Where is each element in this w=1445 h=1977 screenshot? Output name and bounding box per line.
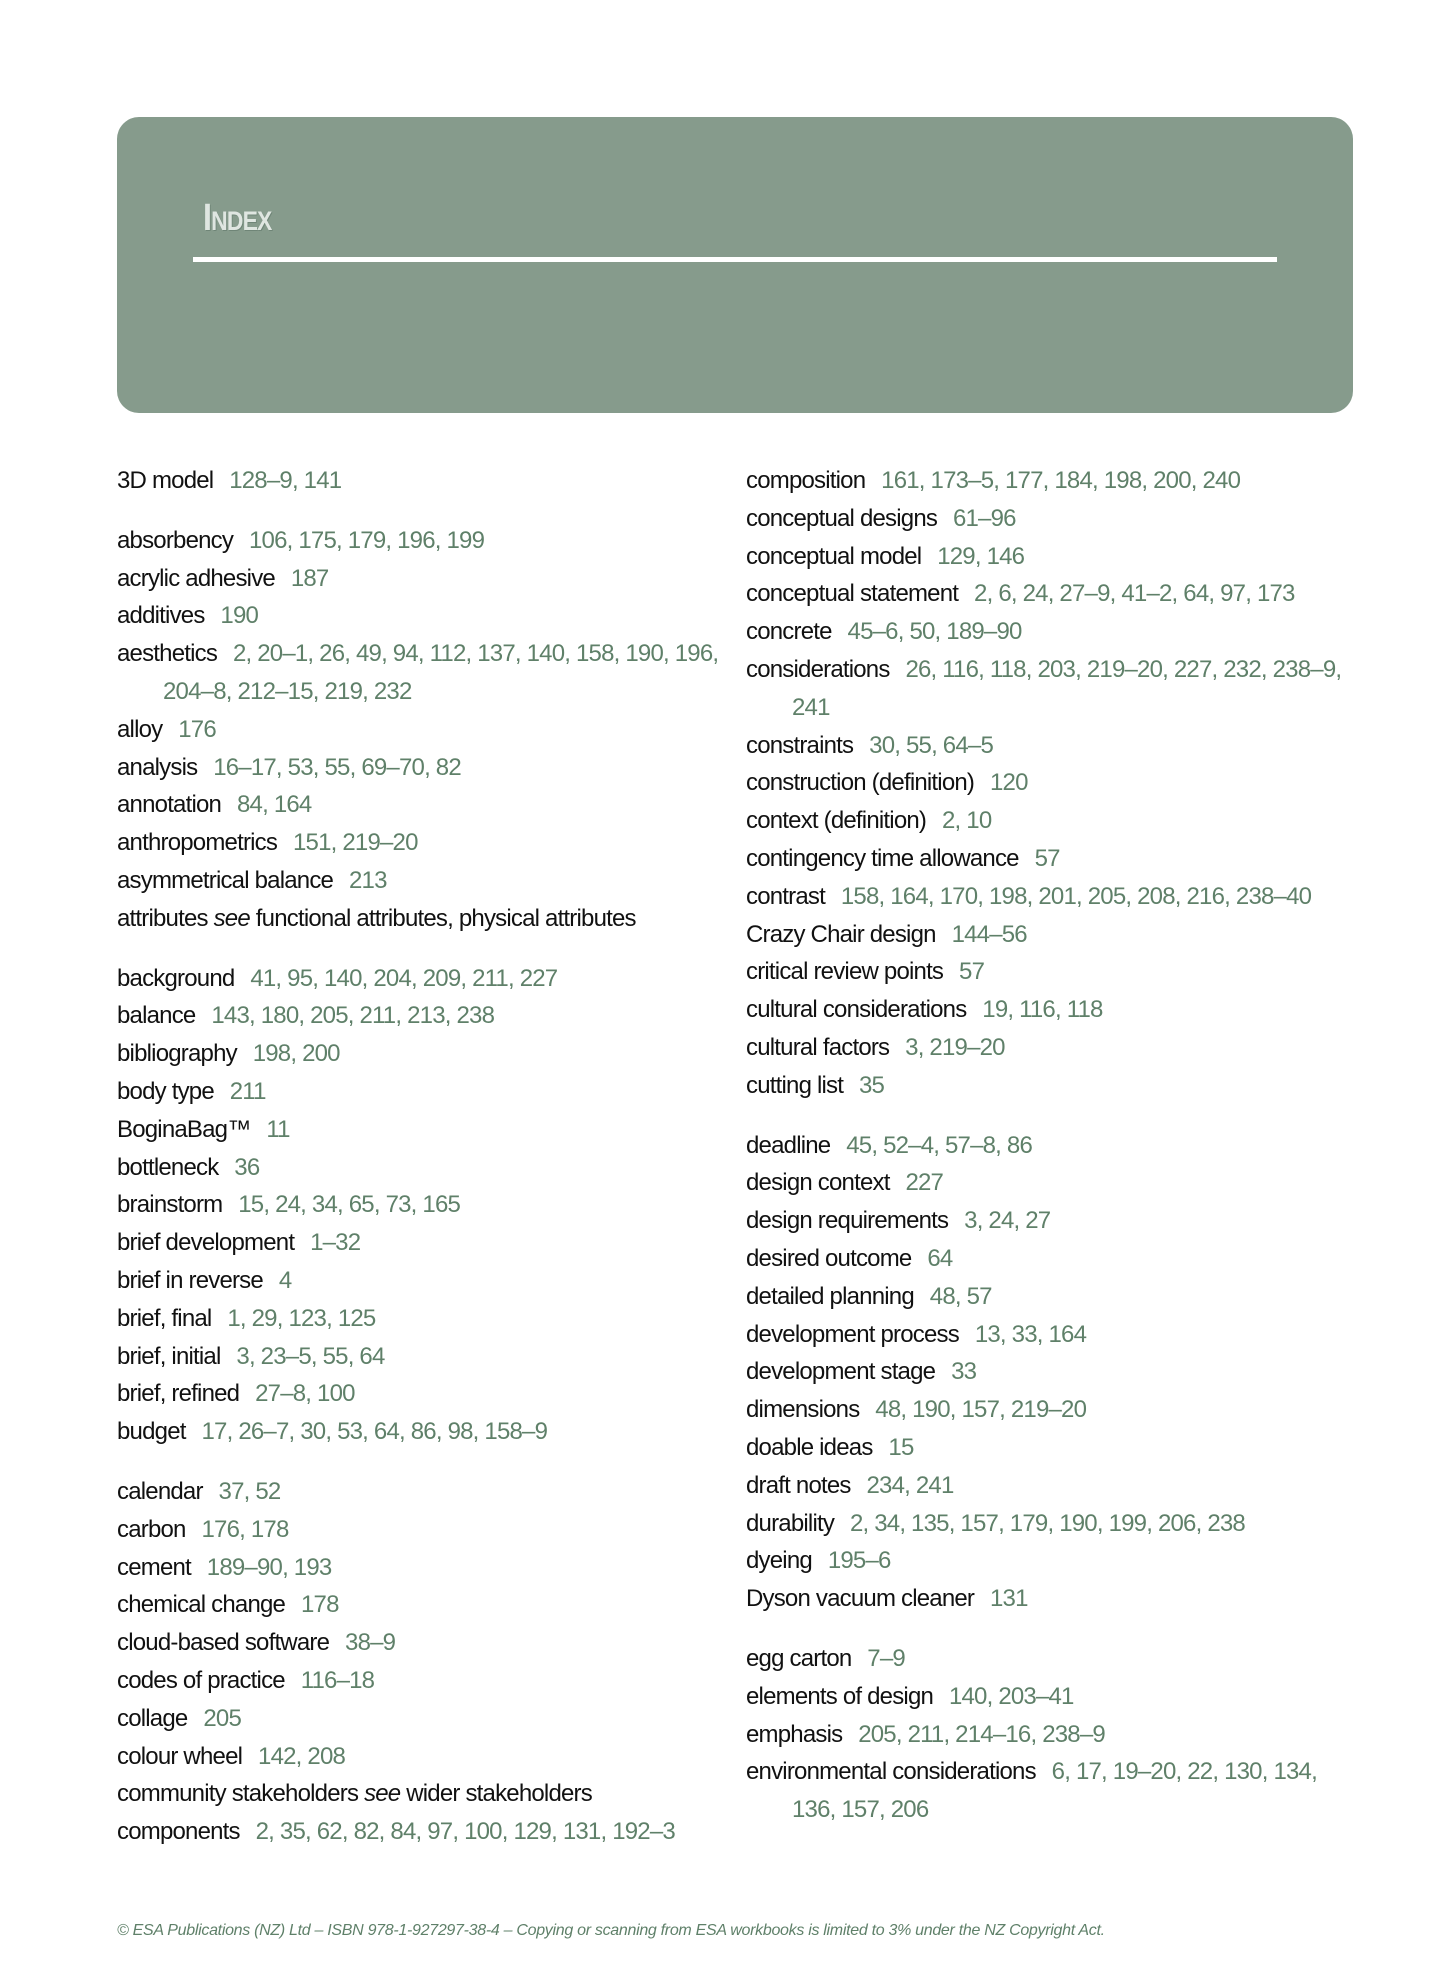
index-term: BoginaBag™ (117, 1115, 251, 1143)
index-letter-group (117, 1473, 727, 1851)
see-reference-target: wider stakeholders (406, 1780, 592, 1808)
index-entry (746, 916, 1356, 954)
copyright-footer: © ESA Publications (NZ) Ltd – ISBN 978-1-927297-38-4 – Copying or scanning from ESA workbooks is limited to 3% under the NZ Copyright Act. (117, 1922, 1105, 1939)
index-term: analysis (117, 753, 198, 781)
index-term: concrete (746, 618, 832, 646)
index-letter-group (746, 462, 1356, 1105)
page-numbers: 30, 55, 64–5 (869, 731, 993, 759)
index-term: dimensions (746, 1396, 860, 1424)
index-term: durability (746, 1509, 835, 1537)
index-entry (746, 1353, 1356, 1391)
page-numbers: 64 (927, 1244, 953, 1272)
index-term: cultural factors (746, 1033, 890, 1061)
index-term: attributes (117, 904, 208, 932)
index-entry (117, 824, 727, 862)
index-term: conceptual designs (746, 504, 938, 532)
index-term: budget (117, 1418, 186, 1446)
page-numbers: 176, 178 (201, 1515, 289, 1543)
page-numbers: 45–6, 50, 189–90 (847, 618, 1022, 646)
page-numbers: 57 (1034, 844, 1060, 872)
page-numbers: 4 (278, 1266, 292, 1294)
index-entry (117, 462, 727, 500)
index-entry (746, 1429, 1356, 1467)
page-numbers: 176 (178, 715, 216, 743)
index-entry (117, 1775, 727, 1813)
page-numbers: 27–8, 100 (255, 1380, 355, 1408)
index-entry (746, 613, 1356, 651)
page-numbers: 15 (888, 1433, 914, 1461)
index-letter-group (746, 1127, 1356, 1618)
page-numbers: 128–9, 141 (229, 467, 342, 494)
page-numbers: 2, 6, 24, 27–9, 41–2, 64, 97, 173 (974, 580, 1295, 608)
index-term: construction (definition) (746, 769, 975, 797)
index-entry (117, 1186, 727, 1224)
index-entry (117, 1738, 727, 1776)
index-entry (117, 711, 727, 749)
page-numbers: 11 (266, 1115, 290, 1143)
page-numbers: 3, 219–20 (905, 1033, 1005, 1061)
index-entry (746, 840, 1356, 878)
page-numbers: 16–17, 53, 55, 69–70, 82 (213, 753, 461, 781)
index-term: asymmetrical balance (117, 866, 334, 894)
index-letter-group (117, 522, 727, 938)
page-numbers: 106, 175, 179, 196, 199 (248, 526, 485, 554)
index-entry (746, 991, 1356, 1029)
index-letter-group (746, 1640, 1356, 1829)
index-entry (117, 1511, 727, 1549)
index-term: composition (746, 467, 866, 494)
index-entry (117, 635, 727, 711)
index-entry (117, 1413, 727, 1451)
page-numbers: 48, 57 (929, 1282, 992, 1310)
page-numbers: 190 (220, 602, 259, 630)
page-numbers: 7–9 (867, 1644, 905, 1672)
index-entry (746, 953, 1356, 991)
index-entry (117, 1111, 727, 1149)
index-term: design context (746, 1169, 890, 1197)
page-numbers: 35 (859, 1071, 885, 1099)
page-numbers: 178 (300, 1591, 339, 1619)
index-entry (117, 1813, 727, 1851)
index-term: acrylic adhesive (117, 564, 275, 592)
page-numbers: 57 (959, 958, 985, 986)
page-numbers: 143, 180, 205, 211, 213, 238 (211, 1002, 495, 1030)
index-entry (117, 1300, 727, 1338)
index-term: annotation (117, 791, 222, 819)
index-entry (746, 1391, 1356, 1429)
page-numbers: 195–6 (827, 1547, 891, 1575)
index-entry (746, 1278, 1356, 1316)
index-term: environmental considerations (746, 1758, 1036, 1786)
index-term: additives (117, 602, 205, 630)
index-term: chemical change (117, 1591, 286, 1619)
page-numbers: 41, 95, 140, 204, 209, 211, 227 (250, 964, 558, 992)
index-term: deadline (746, 1131, 831, 1159)
index-term: brief in reverse (117, 1266, 263, 1294)
index-term: community stakeholders (117, 1780, 359, 1808)
index-term: bibliography (117, 1040, 237, 1068)
index-entry (117, 1549, 727, 1587)
index-term: brainstorm (117, 1191, 223, 1219)
index-term: cutting list (746, 1071, 844, 1099)
index-term: design requirements (746, 1207, 949, 1235)
index-term: calendar (117, 1477, 203, 1505)
index-entry (117, 1149, 727, 1187)
index-term: carbon (117, 1515, 186, 1543)
index-entry (746, 651, 1356, 727)
index-entry (117, 997, 727, 1035)
page-numbers: 6, 17, 19–20, 22, 130, 134, 136, 157, 206 (792, 1758, 1317, 1824)
page-numbers: 19, 116, 118 (982, 996, 1103, 1024)
index-term: bottleneck (117, 1153, 219, 1181)
page-numbers: 187 (290, 564, 329, 592)
index-entry (117, 1662, 727, 1700)
index-entry (746, 1467, 1356, 1505)
page-numbers: 2, 20–1, 26, 49, 94, 112, 137, 140, 158, 190, 196, 204–8, 212–15, 219, 232 (163, 640, 719, 705)
index-entry (117, 1586, 727, 1624)
index-term: dyeing (746, 1547, 812, 1575)
index-term: conceptual statement (746, 580, 959, 608)
page-numbers: 2, 35, 62, 82, 84, 97, 100, 129, 131, 192–3 (255, 1818, 675, 1846)
index-entry (117, 1624, 727, 1662)
index-entry (746, 462, 1356, 500)
index-term: alloy (117, 715, 163, 743)
index-entry (117, 560, 727, 598)
page-numbers: 211 (229, 1077, 266, 1105)
index-term: 3D model (117, 467, 214, 494)
page-numbers: 1–32 (310, 1229, 361, 1257)
index-entry (117, 1073, 727, 1111)
index-entry (117, 1338, 727, 1376)
index-term: emphasis (746, 1720, 843, 1748)
index-entry (746, 1678, 1356, 1716)
index-entry (117, 1700, 727, 1738)
page-numbers: 142, 208 (258, 1742, 346, 1770)
index-term: development process (746, 1320, 959, 1348)
index-column-left (117, 462, 727, 1873)
index-term: draft notes (746, 1471, 851, 1499)
page-numbers: 213 (348, 866, 387, 894)
index-entry (746, 1542, 1356, 1580)
index-entry (746, 802, 1356, 840)
index-entry (117, 862, 727, 900)
page-numbers: 45, 52–4, 57–8, 86 (846, 1131, 1033, 1159)
page-numbers: 33 (951, 1358, 977, 1386)
page-numbers: 84, 164 (236, 791, 312, 819)
index-term: collage (117, 1704, 188, 1732)
index-term: brief, refined (117, 1380, 240, 1408)
index-term: aesthetics (117, 640, 218, 668)
page-numbers: 161, 173–5, 177, 184, 198, 200, 240 (881, 467, 1241, 494)
index-term: codes of practice (117, 1666, 285, 1694)
index-entry (746, 1202, 1356, 1240)
page-numbers: 17, 26–7, 30, 53, 64, 86, 98, 158–9 (201, 1418, 548, 1446)
index-letter-group (117, 960, 727, 1451)
index-entry (746, 1164, 1356, 1202)
page-numbers: 205 (203, 1704, 241, 1732)
index-entry (746, 1716, 1356, 1754)
page-title: Index (203, 197, 272, 239)
index-term: egg carton (746, 1644, 852, 1672)
page-numbers: 144–56 (951, 920, 1027, 948)
index-entry (117, 597, 727, 635)
page-numbers: 129, 146 (937, 542, 1025, 570)
index-entry (117, 1224, 727, 1262)
index-term: development stage (746, 1358, 936, 1386)
index-entry (746, 727, 1356, 765)
index-term: context (definition) (746, 807, 927, 835)
index-term: cloud-based software (117, 1629, 330, 1657)
index-term: cultural considerations (746, 996, 967, 1024)
page-numbers: 36 (234, 1153, 260, 1181)
index-term: cement (117, 1553, 191, 1581)
index-entry (746, 1127, 1356, 1165)
page-numbers: 234, 241 (866, 1471, 954, 1499)
index-entry (117, 1262, 727, 1300)
see-reference-target: functional attributes, physical attributes (255, 904, 636, 932)
index-entry (746, 1240, 1356, 1278)
index-term: desired outcome (746, 1244, 912, 1272)
index-term: anthropometrics (117, 829, 278, 857)
page-numbers: 2, 10 (941, 807, 992, 835)
index-entry (746, 764, 1356, 802)
index-column-right (746, 462, 1356, 1851)
index-term: detailed planning (746, 1282, 914, 1310)
page-numbers: 198, 200 (252, 1040, 340, 1068)
index-entry (117, 960, 727, 998)
index-header-panel (117, 117, 1353, 413)
title-underline (193, 257, 1277, 262)
index-term: components (117, 1818, 240, 1846)
page-numbers: 116–18 (300, 1666, 375, 1694)
page-numbers: 48, 190, 157, 219–20 (875, 1396, 1087, 1424)
see-reference-label: see (213, 904, 250, 932)
page-numbers: 13, 33, 164 (974, 1320, 1087, 1348)
index-term: body type (117, 1077, 214, 1105)
index-entry (117, 1375, 727, 1413)
page-numbers: 3, 23–5, 55, 64 (236, 1342, 385, 1370)
index-entry (117, 1473, 727, 1511)
index-entry (117, 1035, 727, 1073)
index-term: Crazy Chair design (746, 920, 936, 948)
index-entry (746, 1067, 1356, 1105)
page-numbers: 37, 52 (218, 1477, 281, 1505)
index-term: contrast (746, 882, 825, 910)
index-entry (746, 1640, 1356, 1678)
index-term: Dyson vacuum cleaner (746, 1585, 975, 1613)
index-term: constraints (746, 731, 854, 759)
index-letter-group (117, 462, 727, 500)
index-entry (746, 1753, 1356, 1829)
index-entry (746, 538, 1356, 576)
index-term: absorbency (117, 526, 234, 554)
index-entry (117, 522, 727, 560)
index-term: brief development (117, 1229, 295, 1257)
index-term: background (117, 964, 235, 992)
page-numbers: 120 (990, 769, 1028, 797)
index-entry (746, 878, 1356, 916)
page-numbers: 158, 164, 170, 198, 201, 205, 208, 216, 238–40 (840, 882, 1312, 910)
page-numbers: 2, 34, 135, 157, 179, 190, 199, 206, 238 (849, 1509, 1245, 1537)
index-term: brief, initial (117, 1342, 221, 1370)
page-numbers: 26, 116, 118, 203, 219–20, 227, 232, 238–9, 241 (792, 655, 1342, 721)
page-numbers: 61–96 (952, 504, 1016, 532)
index-term: doable ideas (746, 1433, 873, 1461)
page-numbers: 1, 29, 123, 125 (227, 1304, 376, 1332)
page-numbers: 3, 24, 27 (964, 1207, 1051, 1235)
index-term: critical review points (746, 958, 944, 986)
index-term: brief, final (117, 1304, 212, 1332)
index-term: colour wheel (117, 1742, 243, 1770)
index-entry (746, 1505, 1356, 1543)
page-numbers: 131 (990, 1585, 1028, 1613)
index-term: contingency time allowance (746, 844, 1019, 872)
index-entry (746, 500, 1356, 538)
page-numbers: 205, 211, 214–16, 238–9 (858, 1720, 1105, 1748)
index-term: considerations (746, 655, 890, 683)
page-numbers: 227 (905, 1169, 944, 1197)
page-numbers: 15, 24, 34, 65, 73, 165 (238, 1191, 461, 1219)
index-entry (117, 900, 727, 938)
index-entry (746, 1029, 1356, 1067)
index-term: balance (117, 1002, 196, 1030)
index-entry (746, 575, 1356, 613)
index-entry (746, 1316, 1356, 1354)
index-entry (746, 1580, 1356, 1618)
index-term: elements of design (746, 1682, 934, 1710)
index-term: conceptual model (746, 542, 922, 570)
page-numbers: 140, 203–41 (948, 1682, 1074, 1710)
index-entry (117, 786, 727, 824)
index-entry (117, 749, 727, 787)
page-numbers: 38–9 (345, 1629, 396, 1657)
see-reference-label: see (364, 1780, 401, 1808)
page-numbers: 189–90, 193 (206, 1553, 332, 1581)
page-numbers: 151, 219–20 (292, 829, 418, 857)
